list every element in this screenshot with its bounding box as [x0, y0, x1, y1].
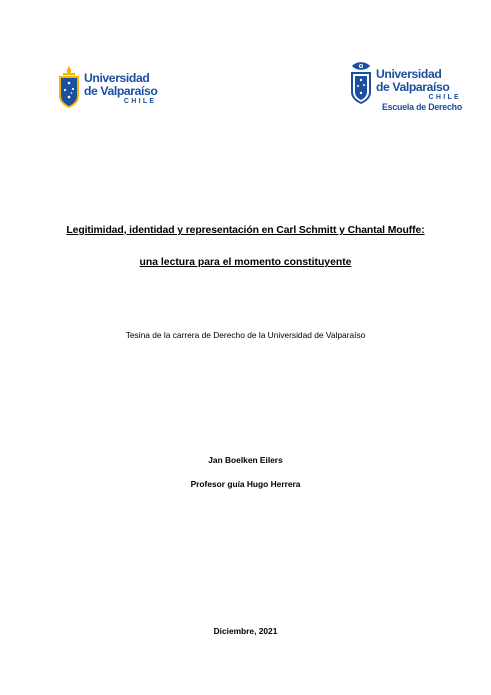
logo-left-line2: de Valparaíso — [84, 84, 158, 99]
advisor-name: Profesor guía Hugo Herrera — [190, 479, 301, 489]
university-logo-left — [58, 66, 157, 108]
logo-left-line3: CHILE — [123, 98, 157, 106]
document-title-line1: Legitimidad, identidad y representación en Carl Schmitt y Chantal Mouffe: — [66, 225, 425, 236]
logo-right-line1: Universidad — [376, 67, 442, 81]
logo-right-line4: Escuela de Derecho — [382, 102, 463, 113]
logo-right-line2: de Valparaíso — [376, 80, 450, 95]
document-subtitle: Tesina de la carrera de Derecho de la Universidad de Valparaíso — [125, 330, 366, 340]
document-title-line2: una lectura para el momento constituyente — [139, 257, 352, 268]
logo-right-line3: CHILE — [428, 94, 462, 102]
university-shield-icon — [58, 66, 80, 108]
logo-left-line1: Universidad — [84, 71, 150, 85]
university-shield-eye-icon — [350, 62, 372, 104]
university-logo-right — [350, 62, 462, 112]
author-name: Jan Boelken Eilers — [208, 455, 283, 465]
document-date: Diciembre, 2021 — [213, 626, 278, 636]
